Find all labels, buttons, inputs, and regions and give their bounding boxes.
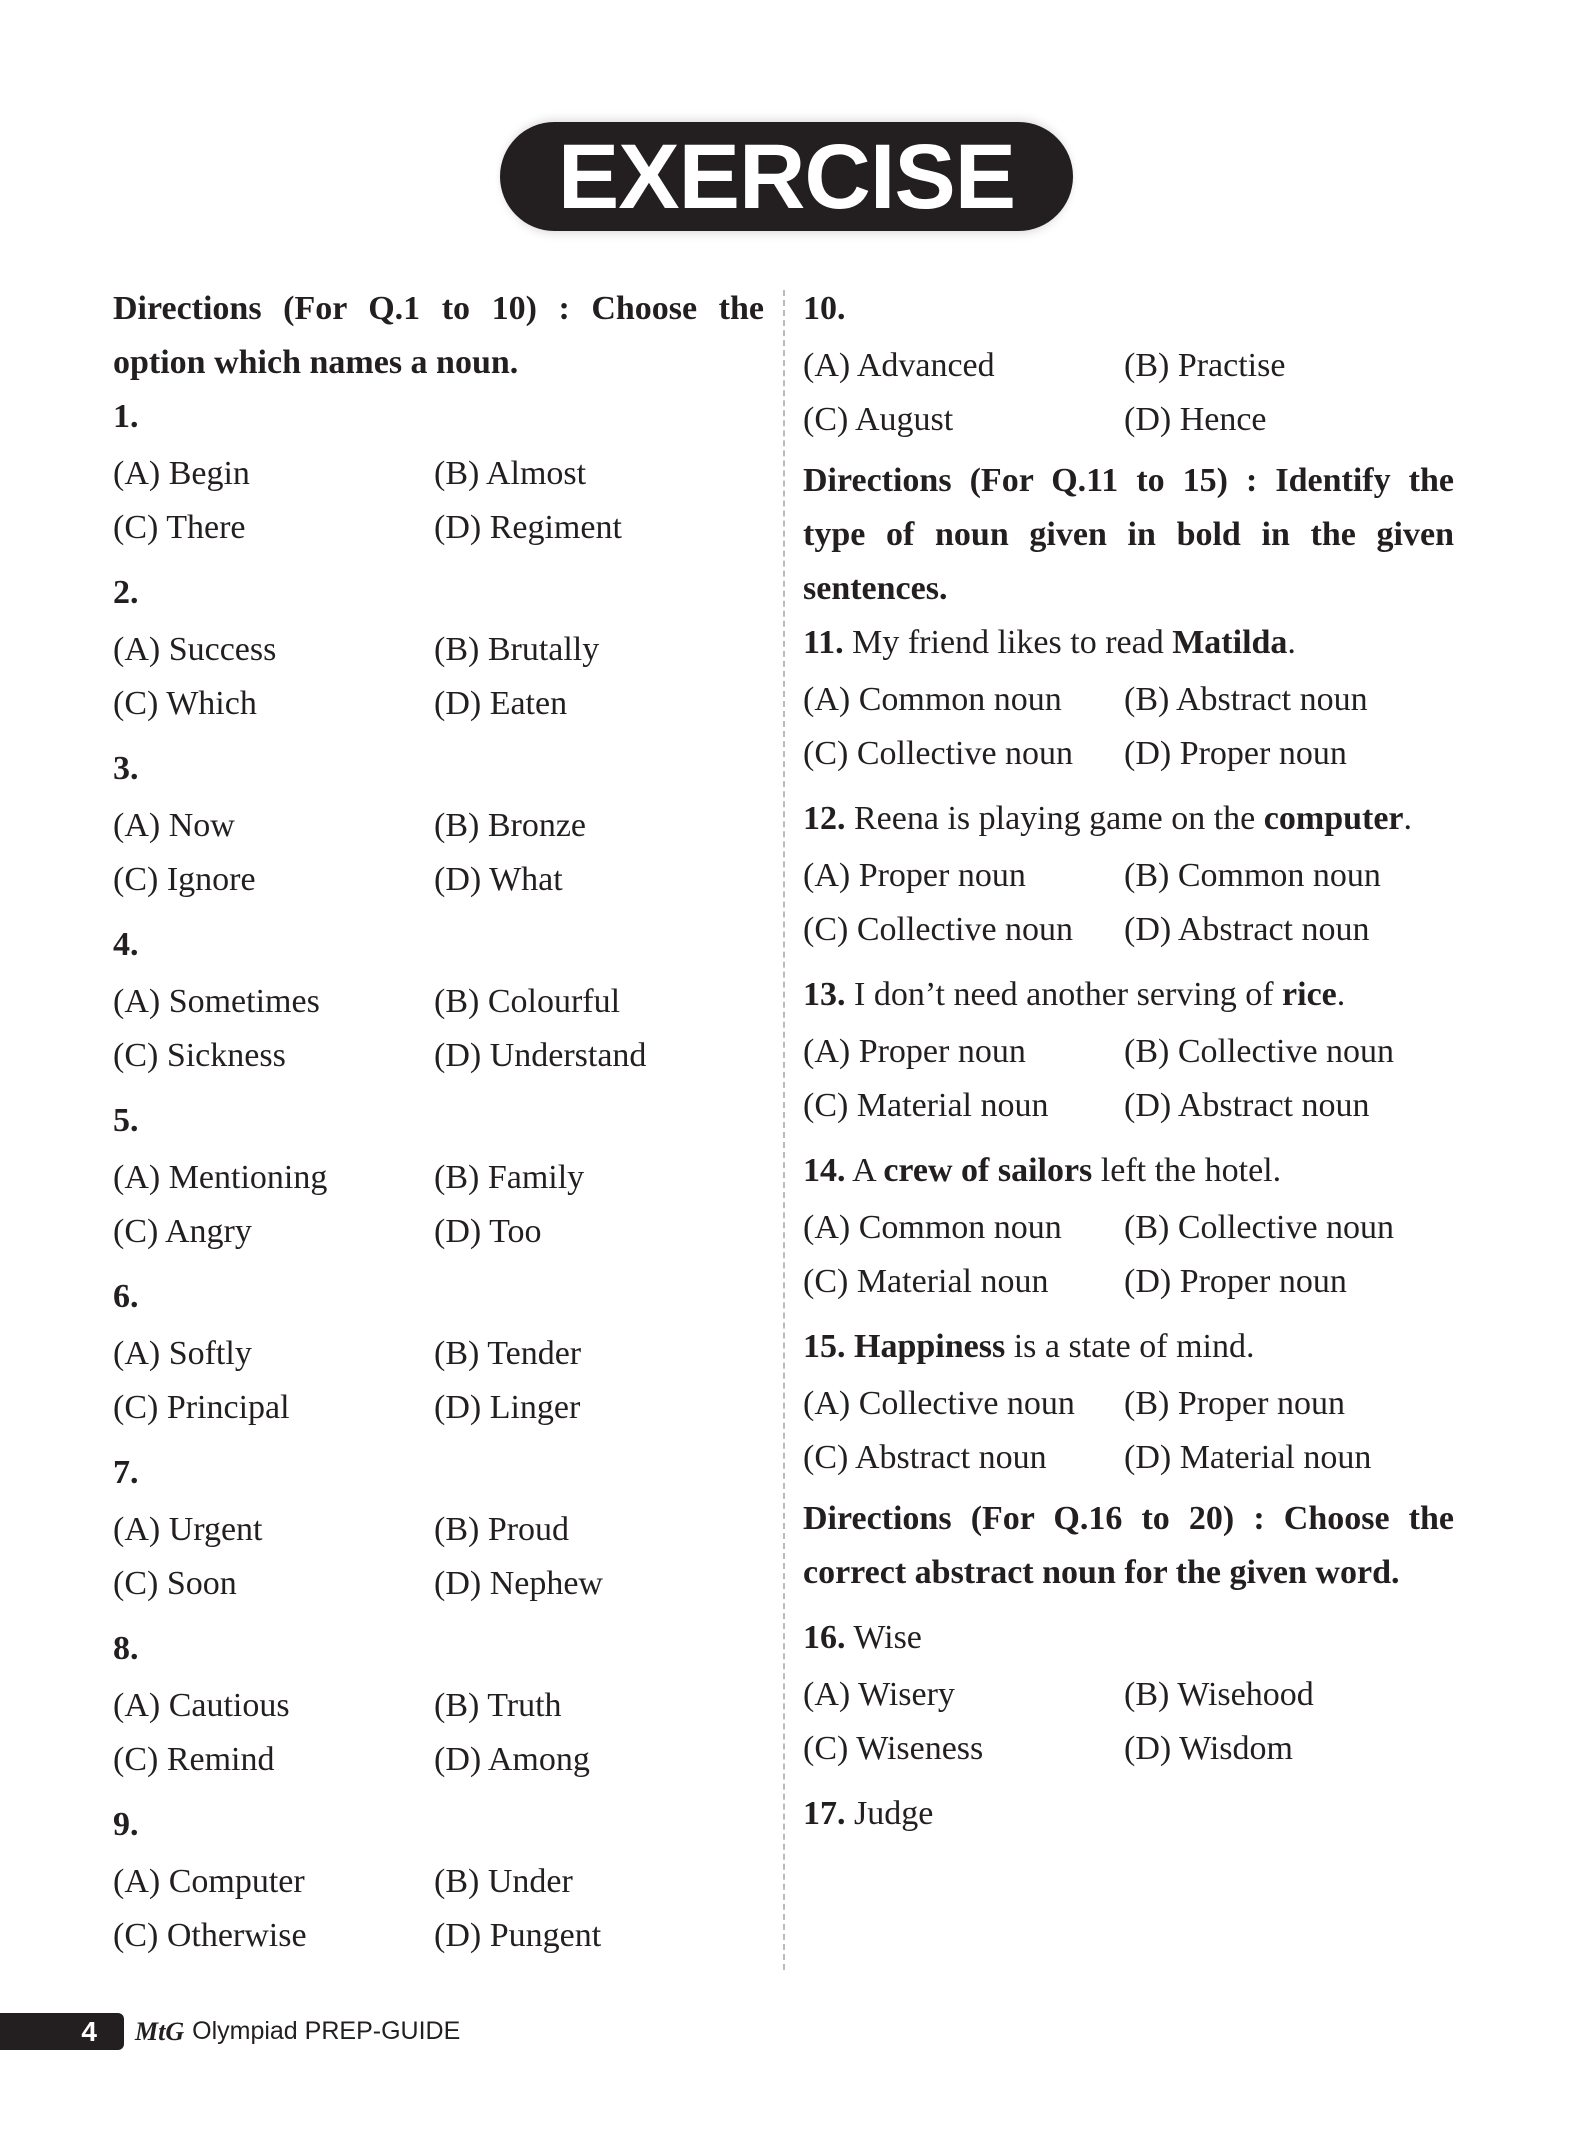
question-number: 13.: [803, 976, 846, 1013]
option-d: (D) Proper noun: [1124, 1263, 1347, 1300]
brand-name: Olympiad PREP-GUIDE: [192, 2017, 461, 2045]
option-c: (C) Material noun: [803, 1263, 1049, 1300]
option-c: (C) Collective noun: [803, 911, 1074, 948]
option-c: (C) There: [113, 509, 246, 546]
option-c: (C) Sickness: [113, 1037, 286, 1074]
directions-q11-15: Directions (For Q.11 to 15) : Identify the type of noun given in bold in the given sentences.: [803, 462, 1454, 607]
stem-bold-term: Matilda: [1172, 624, 1288, 661]
stem-text-end: is a state of mind.: [1005, 1328, 1255, 1365]
page-number: 4: [0, 2013, 124, 2050]
option-c: (C) Otherwise: [113, 1917, 307, 1954]
option-b: (B) Abstract noun: [1124, 681, 1368, 718]
question-number: 14.: [803, 1152, 846, 1189]
option-b: (B) Wisehood: [1124, 1676, 1314, 1713]
question-stem: Wise: [853, 1619, 922, 1656]
option-d: (D) Pungent: [434, 1917, 602, 1954]
question-9: [113, 1798, 764, 1963]
question-7: [113, 1446, 764, 1611]
option-a: (A) Common noun: [803, 1209, 1062, 1246]
question-4: [113, 918, 764, 1083]
directions-q1-10: Directions (For Q.1 to 10) : Choose the option which names a noun.: [113, 290, 764, 381]
option-b: (B) Brutally: [434, 631, 600, 668]
stem-text: I don’t need another serving of: [854, 976, 1283, 1013]
question-number: 3.: [113, 750, 139, 787]
option-a: (A) Advanced: [803, 347, 995, 384]
exercise-heading: [500, 122, 1073, 231]
option-b: (B) Collective noun: [1124, 1033, 1395, 1070]
option-a: (A) Urgent: [113, 1511, 263, 1548]
column-divider: [783, 290, 785, 1970]
stem-text: Reena is playing game on the: [854, 800, 1264, 837]
stem-text: A: [852, 1152, 884, 1189]
exercise-title: EXERCISE: [557, 125, 1016, 228]
option-b: (B) Common noun: [1124, 857, 1381, 894]
directions-q16-20: Directions (For Q.16 to 20) : Choose the correct abstract noun for the given word.: [803, 1500, 1454, 1591]
option-c: (C) Material noun: [803, 1087, 1049, 1124]
option-b: (B) Almost: [434, 455, 587, 492]
stem-bold-term: computer: [1263, 800, 1404, 837]
option-b: (B) Tender: [434, 1335, 582, 1372]
question-3: [113, 742, 764, 907]
question-16: [803, 1611, 1454, 1776]
option-b: (B) Proud: [434, 1511, 570, 1548]
option-a: (A) Begin: [113, 455, 250, 492]
option-a: (A) Mentioning: [113, 1159, 328, 1196]
question-11: [803, 616, 1454, 781]
option-b: (B) Under: [434, 1863, 573, 1900]
stem-bold-term: crew of sailors: [883, 1152, 1093, 1189]
stem-text-end: .: [1287, 624, 1296, 661]
question-number: 10.: [803, 290, 846, 327]
question-number: 17.: [803, 1795, 846, 1832]
option-d: (D) Abstract noun: [1124, 911, 1370, 948]
question-number: 7.: [113, 1454, 139, 1491]
option-a: (A) Wisery: [803, 1676, 955, 1713]
option-c: (C) Collective noun: [803, 735, 1074, 772]
stem-text-end: .: [1336, 976, 1346, 1013]
question-15: [803, 1320, 1454, 1485]
question-2: [113, 566, 764, 731]
stem-text: My friend likes to read: [852, 624, 1173, 661]
option-c: (C) Abstract noun: [803, 1439, 1047, 1476]
question-17: [803, 1787, 1454, 1841]
question-number: 2.: [113, 574, 139, 611]
question-number: 16.: [803, 1619, 846, 1656]
option-d: (D) Wisdom: [1124, 1730, 1293, 1767]
question-number: 9.: [113, 1806, 139, 1843]
option-c: (C) August: [803, 401, 954, 438]
stem-bold-term: rice: [1282, 976, 1337, 1013]
right-column: [803, 282, 1454, 1841]
question-10: [803, 282, 1454, 447]
question-number: 15.: [803, 1328, 846, 1365]
option-d: (D) What: [434, 861, 563, 898]
question-number: 5.: [113, 1102, 139, 1139]
option-b: (B) Family: [434, 1159, 585, 1196]
question-12: [803, 792, 1454, 957]
option-b: (B) Collective noun: [1124, 1209, 1395, 1246]
option-a: (A) Proper noun: [803, 857, 1026, 894]
option-a: (A) Proper noun: [803, 1033, 1026, 1070]
stem-text-end: left the hotel.: [1092, 1152, 1282, 1189]
question-number: 12.: [803, 800, 846, 837]
option-d: (D) Proper noun: [1124, 735, 1347, 772]
option-a: (A) Common noun: [803, 681, 1062, 718]
option-a: (A) Sometimes: [113, 983, 320, 1020]
question-5: [113, 1094, 764, 1259]
option-d: (D) Abstract noun: [1124, 1087, 1370, 1124]
question-number: 6.: [113, 1278, 139, 1315]
option-b: (B) Colourful: [434, 983, 621, 1020]
option-a: (A) Success: [113, 631, 277, 668]
option-d: (D) Among: [434, 1741, 590, 1778]
option-d: (D) Eaten: [434, 685, 568, 722]
option-a: (A) Now: [113, 807, 235, 844]
option-a: (A) Computer: [113, 1863, 305, 1900]
option-c: (C) Soon: [113, 1565, 237, 1602]
mtg-logo: MtG: [135, 2016, 185, 2046]
question-6: [113, 1270, 764, 1435]
question-8: [113, 1622, 764, 1787]
option-c: (C) Principal: [113, 1389, 290, 1426]
option-d: (D) Linger: [434, 1389, 581, 1426]
option-a: (A) Cautious: [113, 1687, 290, 1724]
option-c: (C) Ignore: [113, 861, 256, 898]
option-b: (B) Bronze: [434, 807, 587, 844]
option-d: (D) Regiment: [434, 509, 622, 546]
option-d: (D) Too: [434, 1213, 542, 1250]
option-b: (B) Truth: [434, 1687, 562, 1724]
question-14: [803, 1144, 1454, 1309]
question-number: 8.: [113, 1630, 139, 1667]
option-c: (C) Wiseness: [803, 1730, 984, 1767]
stem-bold-term: Happiness: [854, 1328, 1006, 1365]
option-c: (C) Remind: [113, 1741, 275, 1778]
option-d: (D) Nephew: [434, 1565, 603, 1602]
question-1: [113, 390, 764, 555]
option-d: (D) Hence: [1124, 401, 1267, 438]
option-d: (D) Understand: [434, 1037, 647, 1074]
option-b: (B) Practise: [1124, 347, 1286, 384]
option-a: (A) Softly: [113, 1335, 252, 1372]
left-column: [113, 282, 764, 1963]
question-number: 1.: [113, 398, 139, 435]
option-d: (D) Material noun: [1124, 1439, 1372, 1476]
option-c: (C) Which: [113, 685, 257, 722]
option-a: (A) Collective noun: [803, 1385, 1075, 1422]
question-number: 4.: [113, 926, 139, 963]
option-b: (B) Proper noun: [1124, 1385, 1345, 1422]
question-stem: Judge: [854, 1795, 934, 1832]
option-c: (C) Angry: [113, 1213, 252, 1250]
page-footer: [0, 2013, 460, 2050]
question-number: 11.: [803, 624, 844, 661]
stem-text-end: .: [1403, 800, 1413, 837]
question-13: [803, 968, 1454, 1133]
